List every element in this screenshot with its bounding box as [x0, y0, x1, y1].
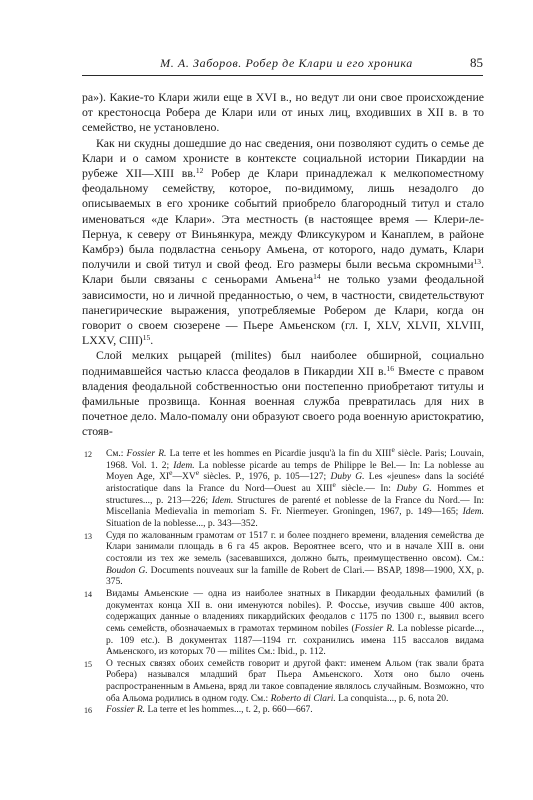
superscript: e: [332, 479, 336, 489]
footnote-ref-15[interactable]: 15: [142, 333, 151, 343]
author-name: Duby G.: [330, 472, 365, 483]
footnote-segment: siècle.— In:: [335, 483, 397, 494]
footnote-segment: siècles. P., 1976, p. 105—127;: [199, 472, 331, 483]
footnote-number: 16: [84, 706, 92, 716]
running-title: М. А. Заборов. Робер де Клари и его хроника: [160, 56, 413, 70]
superscript: e: [169, 468, 173, 478]
paragraph-3: [82, 348, 484, 439]
footnote-text: [106, 659, 484, 706]
footnote-segment: La noblesse picarde au temps de Philippe le Bel.— In: La noblesse au Moyen Age, XI: [106, 460, 484, 483]
footnote-segment: О тесных связях обоих семейств говорит и другой факт: именем Альом (так звали брата Робера) назывался младший брат Пьера Амьенского. Хотя оно было очень распространенным в Амьена, вряд ли такое совпадение являлось случайным. Возможно, что оба Альома родились в одном году. См.:: [106, 658, 484, 704]
footnote-segment: Documents nouveaux sur la famille de Robert de Clari.— BSAP, 1898—1900, XX, p. 375.: [106, 565, 484, 588]
superscript: e: [195, 468, 200, 478]
main-text: [82, 90, 484, 440]
footnote-segment: La noblesse picarde..., p. 109 etc.). В документах 1187—1194 гг. сохранились имена 115 вассалов видама Амьенского, из которых 70 — milites См.: Ibid., p. 112.: [106, 623, 484, 658]
footnote-number: 12: [84, 450, 92, 459]
footnote-14: [82, 589, 484, 659]
footnote-segment: La conquista..., p. 6, nota 20.: [335, 693, 449, 704]
footnote-segment: La terre et les hommes en Picardie jusqu'à la fin du XIII: [166, 449, 392, 459]
paragraph-2-text-c: . Клари были связаны с сеньорами Амьена: [82, 257, 484, 287]
footnote-number: 13: [84, 531, 92, 541]
paragraph-3-text-a: Слой мелких рыцарей (milites) был наиболее обширной, социально поднимавшейся частью класса феодалов в Пикардии XII в.: [82, 348, 484, 378]
footnote-number: 14: [84, 589, 92, 599]
paragraph-1: ра»). Какие-то Клари жили еще в XVI в., но ведут ли они свое происхождение от крестоносца Робера де Клари или от иных лиц, входивших в XII в. в то семейство, не установлено.: [82, 90, 484, 135]
author-name: Idem.: [462, 507, 484, 518]
paragraph-2: [82, 136, 484, 349]
footnote-segment: Видамы Амьенские — одна из наиболее знатных в Пикардии феодальных фамилий (в документах конца XII в. они именуются nobiles). Р. Фоссье, изучив свыше 400 актов, содержащих данные о владениях пикардийских феодалов с 1175 по 1300 г., выявил всего семь семейств, обозначаемых в грамотах термином nobiles (: [106, 588, 484, 634]
header-rule: [82, 75, 483, 76]
author-name: Fossier R.: [106, 705, 146, 716]
footnote-text: [106, 445, 485, 531]
author-name: Roberto di Clari.: [270, 693, 336, 704]
footnote-segment: Судя по жалованным грамотам от 1517 г. и более позднего времени, владения семейства де Клари занимали площадь в 6 га 45 акров. Вероятнее всего, что и в начале XIII в. они состояли из тех же земель (засевавшихся, должно быть, преимущественно овсом). См.:: [106, 530, 484, 564]
paragraph-2-text-d: не только узами феодальной зависимости, но и личной преданностью, о чем, в частности, свидетельствуют панегирические выражения, употребляемые Робером де Клари, когда он говорит о своем сюзерене — Пьере Амьенском (гл. I, XLV, XLVII, XLVIII, LXXV, CIII): [82, 272, 485, 348]
footnote-segment: siècle. Paris; Louvain, 1968. Vol. 1. 2;: [106, 449, 484, 471]
page-number: 85: [470, 55, 483, 70]
paragraph-2-text-b: Робер де Клари принадлежал к мелкопоместному феодальному семейству, которое, по-видимому, лишь незадолго до описываемых в его хронике событий приобрело благородный титул и стало именоваться «де Клари». Эта местность (в настоящее время — Клери-ле-Пернуа, к северу от Виньянкура, между Фликсукуром и Канаплем, в районе Камбрэ) была подвластна сеньору Амьена, от которого, надо думать, Клари получили и свой титул и свой феод. Его размеры были весьма скромными: [82, 166, 484, 272]
footnote-13: [82, 531, 484, 589]
author-name: Duby G.: [396, 483, 432, 494]
footnote-segment: La terre et les hommes..., t. 2, p. 660—667.: [145, 705, 313, 716]
author-name: Idem.: [173, 460, 195, 471]
footnotes: [82, 445, 485, 717]
paragraph-3-text-b: Вместе с правом владения феодальной собственностью они постепенно приобретают титулы и фамильные прозвища. Конная военная служба превратилась для них в почетное дело. Мало-помалу они образуют своего рода военную аристократию, стояв-: [82, 363, 484, 439]
footnote-16: [82, 705, 484, 717]
footnote-15: [82, 659, 484, 706]
author-name: Fossier R.: [126, 449, 167, 459]
footnote-segment: См.:: [106, 449, 127, 459]
footnote-ref-16[interactable]: 16: [386, 363, 394, 373]
author-name: Boudon G.: [106, 565, 148, 576]
footnote-ref-13[interactable]: 13: [473, 257, 482, 267]
footnote-12: [82, 445, 485, 531]
footnote-segment: Les «jeunes» dans la société aristocratique dans la France du Nord—Ouest au XIII: [106, 472, 484, 494]
footnote-text: [106, 589, 484, 659]
footnote-text: [106, 705, 484, 717]
superscript: e: [391, 445, 395, 454]
footnote-segment: Structures de parenté et noblesse de la France du Nord.— In: Miscellania Medievalia in memoriam S. Fr. Niermeyer. Groningen, 1967, p. 149—165;: [106, 495, 485, 518]
footnote-segment: Situation de la noblesse..., p. 343—352.: [106, 518, 258, 529]
footnote-segment: —XV: [172, 472, 196, 483]
footnote-ref-12[interactable]: 12: [195, 166, 204, 176]
author-name: Idem.: [211, 495, 234, 506]
footnote-number: 15: [84, 659, 92, 669]
footnote-segment: Hommes et structures..., p. 213—226;: [106, 483, 484, 506]
paragraph-2-text-a: Как ни скудны дошедшие до нас сведения, они позволяют судить о семье де Клари и о самом хронисте в контексте социальной истории Пикардии на рубеже XII—XIII вв.: [82, 135, 484, 181]
footnote-ref-14[interactable]: 14: [313, 272, 321, 282]
author-name: Fossier R.: [354, 623, 395, 634]
footnote-text: [106, 531, 484, 589]
paragraph-2-text-e: .: [150, 333, 154, 348]
